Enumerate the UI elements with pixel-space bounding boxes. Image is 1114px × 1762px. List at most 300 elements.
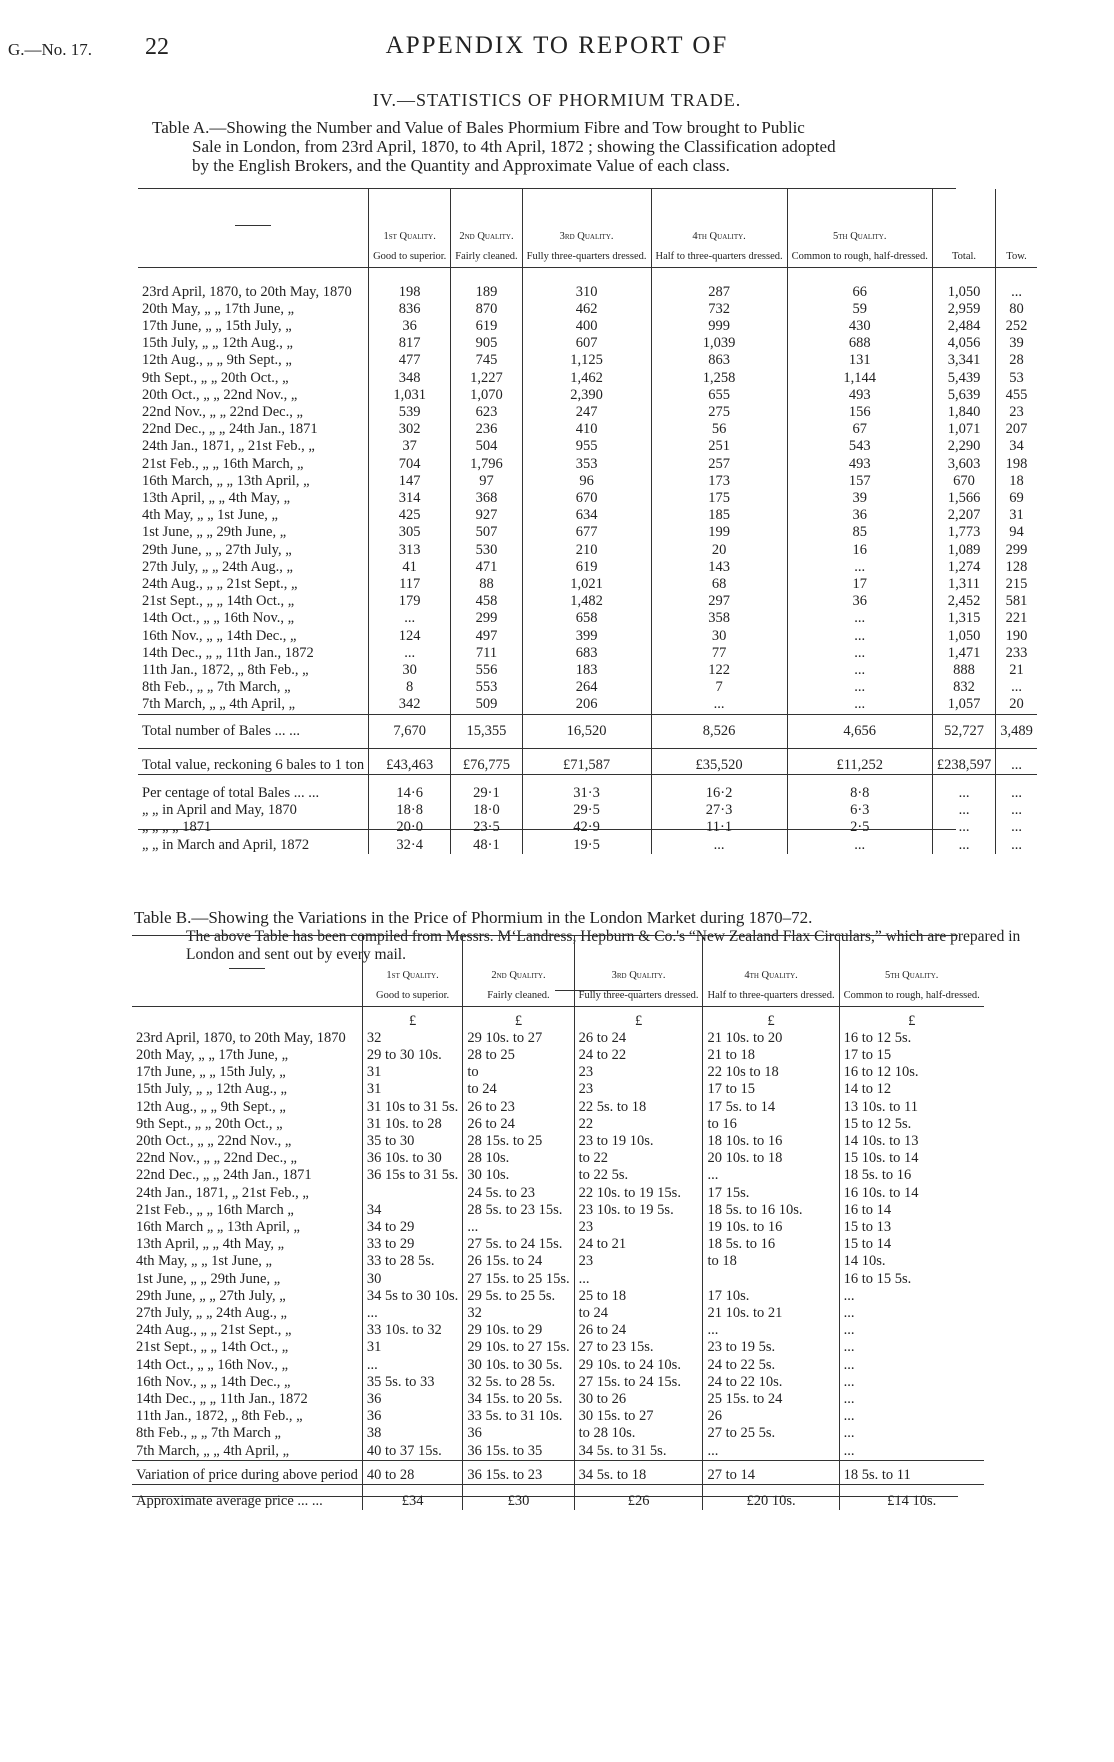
table-cell: 305 <box>369 524 451 541</box>
table-cell: 31 10s. to 28 <box>362 1116 462 1133</box>
row-label: 14th Oct., „ „ 16th Nov., „ <box>142 610 295 627</box>
table-cell: 31 <box>362 1064 462 1081</box>
table-cell: 22 10s to 18 <box>703 1064 839 1081</box>
column-quality: 4th Quality. <box>744 969 798 981</box>
table-cell: 21 to 18 <box>703 1047 839 1064</box>
table-cell: 458 <box>451 593 522 610</box>
table-cell: 59 <box>787 301 932 318</box>
row-label: 22nd Dec., „ „ 24th Jan., 1871 <box>136 1167 312 1184</box>
stub-header <box>138 189 369 267</box>
table-cell: 35 to 30 <box>362 1133 462 1150</box>
table-cell: 15 to 12 5s. <box>839 1116 984 1133</box>
row-label: 22nd Nov., „ „ 22nd Dec., „ <box>136 1150 297 1167</box>
table-cell: 16·2 <box>651 774 787 802</box>
table-cell: 8 <box>369 679 451 696</box>
table-cell: 358 <box>651 610 787 627</box>
table-cell: 36 <box>787 593 932 610</box>
table-cell: 26 to 24 <box>574 1322 703 1339</box>
table-cell: ... <box>787 645 932 662</box>
average-row <box>132 1484 984 1510</box>
table-cell: 33 10s. to 32 <box>362 1322 462 1339</box>
table-cell: to 24 <box>574 1305 703 1322</box>
table-row <box>132 1219 984 1236</box>
table-cell: 23 <box>574 1064 703 1081</box>
table-cell: 732 <box>651 301 787 318</box>
table-cell: 999 <box>651 318 787 335</box>
table-cell: 817 <box>369 335 451 352</box>
table-row <box>132 1391 984 1408</box>
currency-symbol: £ <box>463 1006 574 1030</box>
table-cell: 1,050 <box>932 267 995 301</box>
table-row <box>138 542 1037 559</box>
column-header <box>463 936 574 1006</box>
table-row <box>132 1253 984 1270</box>
table-row <box>132 1047 984 1064</box>
table-cell: 11·1 <box>651 819 787 836</box>
table-cell: ... <box>839 1288 984 1305</box>
table-a-caption-line: by the English Brokers, and the Quantity and Approximate Value of each class. <box>192 156 730 175</box>
table-cell: 16 to 14 <box>839 1202 984 1219</box>
row-label: 16th Nov., „ „ 14th Dec., „ <box>136 1373 291 1390</box>
table-cell <box>703 1271 839 1288</box>
row-label: 14th Dec., „ „ 11th Jan., 1872 <box>142 644 314 661</box>
table-cell: ... <box>787 696 932 714</box>
table-cell: 96 <box>522 473 651 490</box>
table-cell: 14 10s. <box>839 1253 984 1270</box>
table-row <box>132 1150 984 1167</box>
row-label: Approximate average price ... ... <box>136 1492 323 1509</box>
table-cell: 14 10s. to 13 <box>839 1133 984 1150</box>
row-label: 14th Dec., „ „ 11th Jan., 1872 <box>136 1390 308 1407</box>
table-cell: 17 <box>787 576 932 593</box>
table-cell: £11,252 <box>787 748 932 774</box>
table-row <box>138 267 1037 301</box>
column-header <box>651 189 787 267</box>
column-description: Common to rough, half-dressed. <box>843 989 980 1001</box>
table-row <box>138 301 1037 318</box>
table-cell: 25 to 18 <box>574 1288 703 1305</box>
row-label: 13th April, „ „ 4th May, „ <box>142 489 291 506</box>
column-quality: 1st Quality. <box>383 230 436 242</box>
table-cell: 342 <box>369 696 451 714</box>
table-cell: 1,021 <box>522 576 651 593</box>
table-cell: ... <box>932 837 995 854</box>
table-row <box>132 1322 984 1339</box>
table-cell: 31·3 <box>522 774 651 802</box>
table-cell: 131 <box>787 352 932 369</box>
table-cell: 619 <box>451 318 522 335</box>
table-cell: 553 <box>451 679 522 696</box>
table-cell: ... <box>787 679 932 696</box>
table-cell: 425 <box>369 507 451 524</box>
table-cell: 40 to 37 15s. <box>362 1443 462 1461</box>
table-cell: 1,840 <box>932 404 995 421</box>
table-cell: ... <box>787 610 932 627</box>
table-cell: 19 10s. to 16 <box>703 1219 839 1236</box>
table-cell: 1,566 <box>932 490 995 507</box>
table-cell: 2,207 <box>932 507 995 524</box>
row-label: 1st June, „ „ 29th June, „ <box>136 1270 281 1287</box>
column-quality: 2nd Quality. <box>459 230 514 242</box>
table-cell: 670 <box>932 473 995 490</box>
table-cell: 23 <box>996 404 1037 421</box>
table-cell: 117 <box>369 576 451 593</box>
table-cell: 1,274 <box>932 559 995 576</box>
table-row <box>132 1305 984 1322</box>
table-cell: 1,773 <box>932 524 995 541</box>
page-number: 22 <box>145 34 169 60</box>
column-description: Fairly cleaned. <box>455 250 518 262</box>
row-label: „ „ in April and May, 1870 <box>142 802 297 819</box>
row-label: 4th May, „ „ 1st June, „ <box>142 507 278 524</box>
table-cell: 68 <box>651 576 787 593</box>
row-label: 23rd April, 1870, to 20th May, 1870 <box>142 283 352 300</box>
table-cell: 198 <box>996 456 1037 473</box>
table-row <box>132 1202 984 1219</box>
table-row <box>138 559 1037 576</box>
table-cell: to <box>463 1064 574 1081</box>
column-quality: 2nd Quality. <box>491 969 546 981</box>
row-label: 12th Aug., „ „ 9th Sept., „ <box>136 1098 286 1115</box>
table-cell: £26 <box>574 1484 703 1510</box>
column-header <box>369 189 451 267</box>
table-row <box>132 1064 984 1081</box>
table-cell: 5,439 <box>932 370 995 387</box>
table-cell: 36 10s. to 30 <box>362 1150 462 1167</box>
table-cell: 26 <box>703 1408 839 1425</box>
row-label: 29th June, „ „ 27th July, „ <box>136 1287 286 1304</box>
table-cell: 15,355 <box>451 714 522 748</box>
table-cell: 128 <box>996 559 1037 576</box>
table-cell: 39 <box>787 490 932 507</box>
row-label: 24th Jan., 1871, „ 21st Feb., „ <box>136 1184 309 1201</box>
table-cell: 30 10s. to 30 5s. <box>463 1357 574 1374</box>
table-cell: 32·4 <box>369 837 451 854</box>
percentage-row <box>138 774 1037 802</box>
table-cell: 29 10s. to 27 15s. <box>463 1339 574 1356</box>
table-cell: 6·3 <box>787 802 932 819</box>
table-cell: 670 <box>522 490 651 507</box>
table-cell: 368 <box>451 490 522 507</box>
table-cell: 13 10s. to 11 <box>839 1099 984 1116</box>
table-cell: ... <box>839 1391 984 1408</box>
table-cell: 207 <box>996 421 1037 438</box>
table-cell: 21 <box>996 662 1037 679</box>
column-description: Good to superior. <box>375 989 450 1001</box>
table-cell: 36 <box>463 1425 574 1442</box>
row-label: 27th July, „ „ 24th Aug., „ <box>136 1304 287 1321</box>
row-label: 20th Oct., „ „ 22nd Nov., „ <box>136 1132 292 1149</box>
table-cell: 36 15s. to 35 <box>463 1443 574 1461</box>
row-label: 20th Oct., „ „ 22nd Nov., „ <box>142 386 298 403</box>
table-cell: 77 <box>651 645 787 662</box>
table-cell: 173 <box>651 473 787 490</box>
table-cell: 30 <box>369 662 451 679</box>
row-label: 24th Aug., „ „ 21st Sept., „ <box>142 575 298 592</box>
currency-symbol: £ <box>839 1006 984 1030</box>
table-cell: 634 <box>522 507 651 524</box>
row-label: Total number of Bales ... ... <box>142 722 301 739</box>
table-cell: 25 15s. to 24 <box>703 1391 839 1408</box>
table-row <box>132 1288 984 1305</box>
table-cell: 23 to 19 5s. <box>703 1339 839 1356</box>
row-label: 9th Sept., „ „ 20th Oct., „ <box>136 1115 283 1132</box>
table-cell: 16 to 15 5s. <box>839 1271 984 1288</box>
table-cell: 623 <box>451 404 522 421</box>
table-cell: ... <box>996 679 1037 696</box>
table-cell: 27 5s. to 24 15s. <box>463 1236 574 1253</box>
table-cell: 29 10s. to 27 <box>463 1030 574 1047</box>
table-row <box>138 473 1037 490</box>
table-cell: 2,452 <box>932 593 995 610</box>
table-cell: ... <box>932 802 995 819</box>
table-cell: 124 <box>369 628 451 645</box>
table-cell: 17 to 15 <box>703 1081 839 1098</box>
table-cell: 313 <box>369 542 451 559</box>
table-cell: 23 10s. to 19 5s. <box>574 1202 703 1219</box>
table-cell: £34 <box>362 1484 462 1510</box>
table-cell: 221 <box>996 610 1037 627</box>
row-label: 29th June, „ „ 27th July, „ <box>142 541 292 558</box>
table-cell: 477 <box>369 352 451 369</box>
table-cell: ... <box>932 774 995 802</box>
table-cell: 2·5 <box>787 819 932 836</box>
table-cell: 4,056 <box>932 335 995 352</box>
table-cell: 67 <box>787 421 932 438</box>
percentage-row <box>138 819 1037 836</box>
table-cell: 348 <box>369 370 451 387</box>
table-cell: 410 <box>522 421 651 438</box>
table-cell: £14 10s. <box>839 1484 984 1510</box>
table-cell: 29 5s. to 25 5s. <box>463 1288 574 1305</box>
table-cell: ... <box>787 559 932 576</box>
table-row <box>132 1116 984 1133</box>
table-cell: 619 <box>522 559 651 576</box>
table-cell: 1,089 <box>932 542 995 559</box>
table-row <box>132 1081 984 1098</box>
table-cell: 32 5s. to 28 5s. <box>463 1374 574 1391</box>
table-cell: 15 to 13 <box>839 1219 984 1236</box>
table-cell: 27 15s. to 25 15s. <box>463 1271 574 1288</box>
variation-row <box>132 1460 984 1484</box>
row-label: 21st Feb., „ „ 16th March „ <box>136 1201 294 1218</box>
row-label: 17th June, „ „ 15th July, „ <box>136 1064 286 1081</box>
table-cell: ... <box>932 819 995 836</box>
table-cell: ... <box>839 1339 984 1356</box>
table-cell: to 24 <box>463 1081 574 1098</box>
table-cell: 1,796 <box>451 456 522 473</box>
table-cell: 4,656 <box>787 714 932 748</box>
column-quality: 1st Quality. <box>386 969 439 981</box>
table-row <box>132 1357 984 1374</box>
table-cell: 399 <box>522 628 651 645</box>
table-cell: 36 15s to 31 5s. <box>362 1167 462 1184</box>
table-cell: 34 to 29 <box>362 1219 462 1236</box>
table-cell: 1,125 <box>522 352 651 369</box>
table-cell: 23 <box>574 1081 703 1098</box>
table-cell: to 22 <box>574 1150 703 1167</box>
table-cell: 30 <box>362 1271 462 1288</box>
table-cell: 497 <box>451 628 522 645</box>
table-row <box>132 1339 984 1356</box>
table-cell: 275 <box>651 404 787 421</box>
column-quality: 5th Quality. <box>884 969 939 981</box>
table-cell: 688 <box>787 335 932 352</box>
table-cell: 683 <box>522 645 651 662</box>
table-cell: 36 <box>362 1391 462 1408</box>
table-cell: ... <box>362 1357 462 1374</box>
row-label: 14th Oct., „ „ 16th Nov., „ <box>136 1356 289 1373</box>
table-cell: 252 <box>996 318 1037 335</box>
table-cell: ... <box>996 267 1037 301</box>
table-row <box>138 370 1037 387</box>
table-a-caption-line: Table A.—Showing the Number and Value of Bales Phormium Fibre and Tow brought to Public <box>152 118 805 137</box>
column-header <box>522 189 651 267</box>
table-cell: 24 to 22 5s. <box>703 1357 839 1374</box>
table-cell: 1,057 <box>932 696 995 714</box>
table-cell: ... <box>463 1219 574 1236</box>
table-cell: 2,390 <box>522 387 651 404</box>
table-cell: 26 to 23 <box>463 1099 574 1116</box>
row-label: 15th July, „ „ 12th Aug., „ <box>136 1081 287 1098</box>
table-row <box>138 645 1037 662</box>
row-label: 8th Feb., „ „ 7th March „ <box>136 1425 281 1442</box>
table-cell: 22 5s. to 18 <box>574 1099 703 1116</box>
row-label: „ „ in March and April, 1872 <box>142 836 310 853</box>
table-cell: 20 10s. to 18 <box>703 1150 839 1167</box>
table-cell: 1,039 <box>651 335 787 352</box>
table-cell: 299 <box>451 610 522 627</box>
table-cell: 2,290 <box>932 438 995 455</box>
table-cell: 27 to 14 <box>703 1460 839 1484</box>
row-label: 20th May, „ „ 17th June, „ <box>136 1046 289 1063</box>
column-header <box>362 936 462 1006</box>
table-cell: 31 <box>362 1339 462 1356</box>
table-row <box>138 387 1037 404</box>
table-row <box>138 662 1037 679</box>
document-reference: G.—No. 17. <box>8 40 93 59</box>
table-cell: 711 <box>451 645 522 662</box>
table-cell: 34 <box>362 1202 462 1219</box>
table-cell: 658 <box>522 610 651 627</box>
table-cell: 22 <box>574 1116 703 1133</box>
row-label: 7th March, „ „ 4th April, „ <box>136 1442 290 1459</box>
table-cell: 183 <box>522 662 651 679</box>
table-cell: 16 to 12 10s. <box>839 1064 984 1081</box>
table-cell: 3,341 <box>932 352 995 369</box>
table-cell: 15 10s. to 14 <box>839 1150 984 1167</box>
table-cell: 39 <box>996 335 1037 352</box>
table-cell: 27 to 25 5s. <box>703 1425 839 1442</box>
column-description: Half to three-quarters dressed. <box>655 250 783 262</box>
row-label: 27th July, „ „ 24th Aug., „ <box>142 558 293 575</box>
table-cell: 233 <box>996 645 1037 662</box>
table-cell: ... <box>574 1271 703 1288</box>
table-cell: 24 to 21 <box>574 1236 703 1253</box>
table-cell: 23 to 19 10s. <box>574 1133 703 1150</box>
table-cell: 21 10s. to 20 <box>703 1030 839 1047</box>
table-cell: 198 <box>369 267 451 301</box>
table-cell: 88 <box>451 576 522 593</box>
table-cell: 26 15s. to 24 <box>463 1253 574 1270</box>
percentage-row <box>138 837 1037 854</box>
table-cell: 493 <box>787 456 932 473</box>
table-cell: 471 <box>451 559 522 576</box>
table-cell: 19·5 <box>522 837 651 854</box>
table-cell: 33 to 29 <box>362 1236 462 1253</box>
table-a-note: The above Table has been compiled from Messrs. M‘Landress, Hepburn & Co.'s “New Zealand Flax Circulars,” which are prepared in London and sent out by every mail. <box>186 928 1021 963</box>
row-label: Per centage of total Bales ... ... <box>142 784 320 801</box>
table-cell: 16,520 <box>522 714 651 748</box>
table-row <box>138 404 1037 421</box>
row-label: 22nd Dec., „ „ 24th Jan., 1871 <box>142 421 318 438</box>
row-label: 21st Feb., „ „ 16th March, „ <box>142 455 304 472</box>
currency-symbol: £ <box>703 1006 839 1030</box>
table-cell: 310 <box>522 267 651 301</box>
table-cell: ... <box>787 628 932 645</box>
table-cell: 33 5s. to 31 10s. <box>463 1408 574 1425</box>
table-cell: 26 to 24 <box>463 1116 574 1133</box>
row-label: Variation of price during above period <box>136 1466 358 1483</box>
table-cell: 14 to 12 <box>839 1081 984 1098</box>
table-cell: 94 <box>996 524 1037 541</box>
table-cell: 3,603 <box>932 456 995 473</box>
table-cell: 1,070 <box>451 387 522 404</box>
table-row <box>138 679 1037 696</box>
row-label: „ „ „ „ 1871 <box>142 819 212 836</box>
table-cell: 35 5s. to 33 <box>362 1374 462 1391</box>
row-label: 8th Feb., „ „ 7th March, „ <box>142 679 291 696</box>
table-cell: 3,489 <box>996 714 1037 748</box>
table-cell: 236 <box>451 421 522 438</box>
table-cell: to 16 <box>703 1116 839 1133</box>
section-title: IV.—STATISTICS OF PHORMIUM TRADE. <box>372 90 742 110</box>
table-cell: 28 5s. to 23 15s. <box>463 1202 574 1219</box>
table-cell: ... <box>703 1322 839 1339</box>
table-cell: 31 <box>996 507 1037 524</box>
table-cell: 36 <box>787 507 932 524</box>
table-a <box>138 189 1037 854</box>
table-cell: 1,471 <box>932 645 995 662</box>
table-cell: 32 <box>362 1030 462 1047</box>
table-cell: 29·1 <box>451 774 522 802</box>
table-cell: £71,587 <box>522 748 651 774</box>
table-cell: 539 <box>369 404 451 421</box>
row-label: 12th Aug., „ „ 9th Sept., „ <box>142 352 292 369</box>
table-cell: 20 <box>996 696 1037 714</box>
table-cell: 353 <box>522 456 651 473</box>
column-description: Fairly cleaned. <box>487 989 550 1001</box>
table-cell: ... <box>839 1408 984 1425</box>
table-row <box>138 524 1037 541</box>
table-cell: 97 <box>451 473 522 490</box>
table-row <box>138 593 1037 610</box>
table-cell: 297 <box>651 593 787 610</box>
table-cell: 1,144 <box>787 370 932 387</box>
table-row <box>138 456 1037 473</box>
table-cell: ... <box>651 837 787 854</box>
table-cell: 24 5s. to 23 <box>463 1185 574 1202</box>
column-header <box>932 189 995 267</box>
table-cell: 530 <box>451 542 522 559</box>
table-cell: 17 15s. <box>703 1185 839 1202</box>
row-label: 17th June, „ „ 15th July, „ <box>142 317 292 334</box>
table-cell: 23 <box>574 1219 703 1236</box>
table-cell: 17 5s. to 14 <box>703 1099 839 1116</box>
row-label: 23rd April, 1870, to 20th May, 1870 <box>136 1029 346 1046</box>
table-cell: £35,520 <box>651 748 787 774</box>
column-quality: 5th Quality. <box>833 230 887 242</box>
